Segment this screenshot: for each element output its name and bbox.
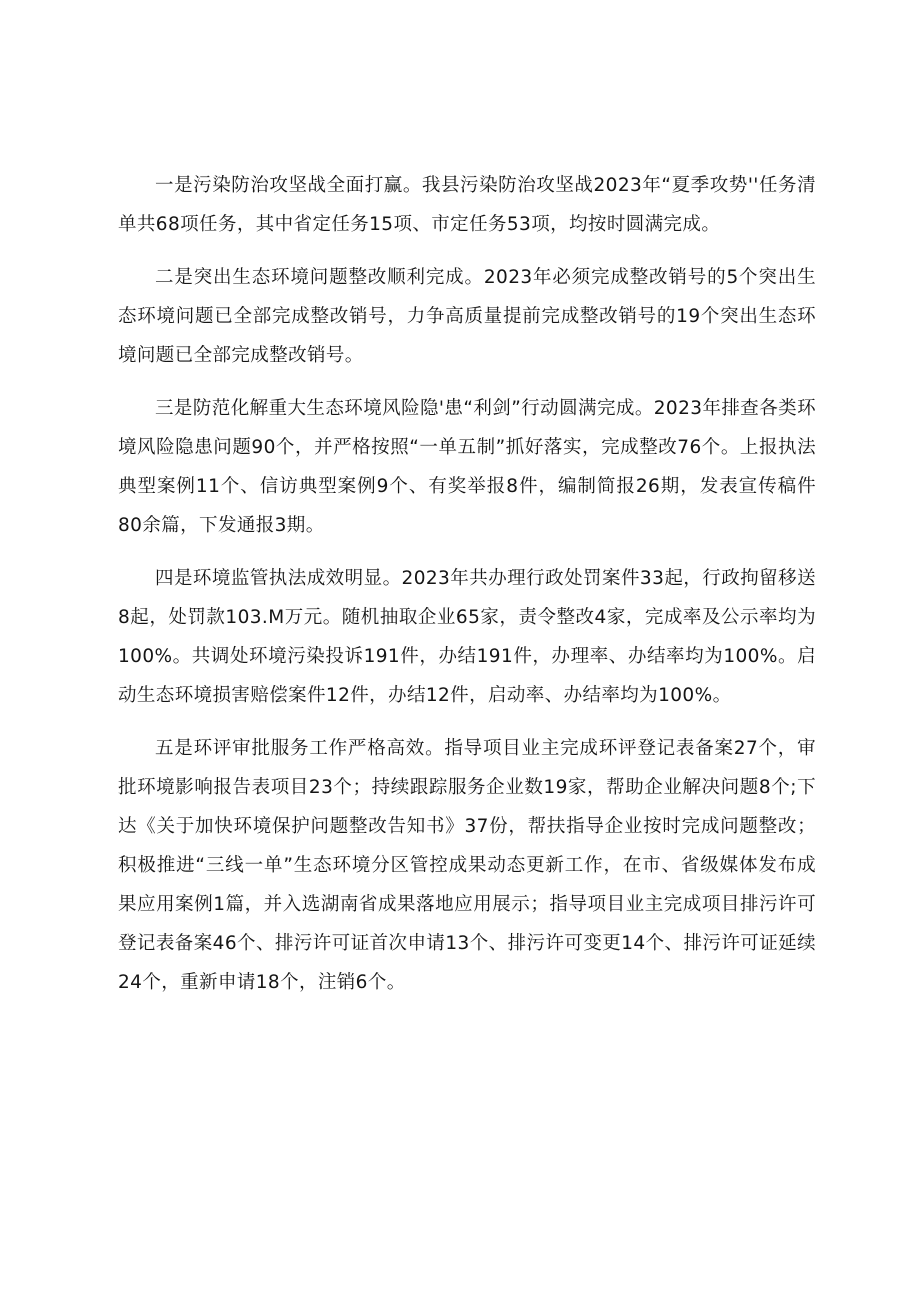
paragraph-law-enforcement: 四是环境监管执法成效明显。2023年共办理行政处罚案件33起，行政拘留移送8起，处罚款103.M万元。随机抽取企业65家，责令整改4家，完成率及公示率均为100%。共调处环境污染投诉191件，办结191件，办理率、办结率均为100%。启动生态环境损害赔偿案件12件，办结12件，启动率、办结率均为100%。 [118,568,816,706]
document-body [118,166,816,1016]
paragraph-pollution-control: 一是污染防治攻坚战全面打赢。我县污染防治攻坚战2023年“夏季攻势''任务清单共68项任务，其中省定任务15项、市定任务53项，均按时圆满完成。 [118,175,816,235]
paragraph-ecological-rectification: 二是突出生态环境问题整改顺利完成。2023年必须完成整改销号的5个突出生态环境问题已全部完成整改销号，力争高质量提前完成整改销号的19个突出生态环境问题已全部完成整改销号。 [118,267,816,366]
paragraph-eia-approval: 五是环评审批服务工作严格高效。指导项目业主完成环评登记表备案27个，审批环境影响报告表项目23个；持续跟踪服务企业数19家，帮助企业解决问题8个;下达《关于加快环境保护问题整改告知书》37份，帮扶指导企业按时完成问题整改；积极推进“三线一单”生态环境分区管控成果动态更新工作，在市、省级媒体发布成果应用案例1篇，并入选湖南省成果落地应用展示；指导项目业主完成项目排污许可登记表备案46个、排污许可证首次申请13个、排污许可变更14个、排污许可证延续24个，重新申请18个，注销6个。 [118,738,816,993]
paragraph-risk-prevention: 三是防范化解重大生态环境风险隐'患“利剑”行动圆满完成。2023年排查各类环境风险隐患问题90个，并严格按照“一单五制”抓好落实，完成整改76个。上报执法典型案例11个、信访典型案例9个、有奖举报8件，编制简报26期，发表宣传稿件80余篇，下发通报3期。 [118,398,816,536]
